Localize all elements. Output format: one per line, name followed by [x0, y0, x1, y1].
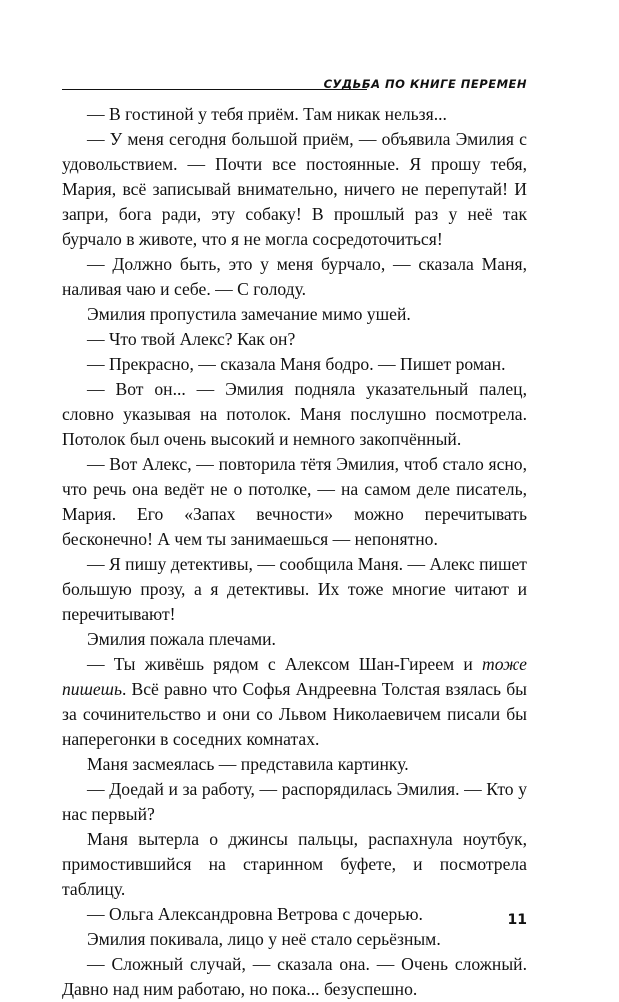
paragraph: Маня засмеялась — представила картинку.: [87, 754, 409, 774]
paragraph-mixed: [62, 652, 527, 752]
page-body: [62, 102, 527, 1002]
running-header: [62, 74, 527, 98]
paragraph: Маня вытерла о джинсы пальцы, распахнула ноутбук, примостившийся на старинном буфете, и посмотрела таблицу.: [62, 829, 527, 899]
paragraph: — Вот он... — Эмилия подняла указательный палец, словно указывая на потолок. Маня послушно посмотрела. Потолок был очень высокий и немного закопчённый.: [62, 379, 527, 449]
paragraph: — Вот Алекс, — повторила тётя Эмилия, чтоб стало ясно, что речь она ведёт не о потолке, — на самом деле писатель, Мария. Его «Запах вечности» можно перечитывать бесконечно! А чем ты занимаешься — непонятно.: [62, 454, 527, 549]
italic-emphasis: тоже пишешь: [62, 654, 527, 699]
paragraph: — Прекрасно, — сказала Маня бодро. — Пишет роман.: [87, 354, 506, 374]
text-run: . Всё равно что Софья Андреевна Толстая взялась бы за сочинительство и они со Львом Николаевичем писали бы наперегонки в соседних комнатах.: [62, 679, 527, 749]
paragraph: — Ольга Александровна Ветрова с дочерью.: [87, 904, 423, 924]
paragraph: Эмилия пропустила замечание мимо ушей.: [87, 304, 411, 324]
header-rule: [62, 89, 367, 90]
paragraph: — У меня сегодня большой приём, — объявила Эмилия с удовольствием. — Почти все постоянные. Я прошу тебя, Мария, всё записывай внимательно, ничего не перепутай! И запри, бога ради, эту собаку! В прошлый раз у неё так бурчало в животе, что я не могла сосредоточиться!: [62, 129, 527, 249]
paragraph: — Должно быть, это у меня бурчало, — сказала Маня, наливая чаю и себе. — С голоду.: [62, 254, 527, 299]
paragraph: — Доедай и за работу, — распорядилась Эмилия. — Кто у нас первый?: [62, 779, 527, 824]
text-run: — Ты живёшь рядом с Алексом Шан-Гиреем и: [87, 654, 482, 674]
running-title: СУДЬБА ПО КНИГЕ ПЕРЕМЕН: [323, 77, 527, 91]
paragraph: Эмилия покивала, лицо у неё стало серьёзным.: [87, 929, 441, 949]
page-number: 11: [507, 912, 527, 928]
paragraph: — Что твой Алекс? Как он?: [87, 329, 296, 349]
paragraph: Эмилия пожала плечами.: [87, 629, 276, 649]
paragraph: — Я пишу детективы, — сообщила Маня. — Алекс пишет большую прозу, а я детективы. Их тоже многие читают и перечитывают!: [62, 554, 527, 624]
paragraph: — В гостиной у тебя приём. Там никак нельзя...: [87, 104, 447, 124]
paragraph: — Сложный случай, — сказала она. — Очень сложный. Давно над ним работаю, но пока... безуспешно.: [62, 954, 527, 999]
